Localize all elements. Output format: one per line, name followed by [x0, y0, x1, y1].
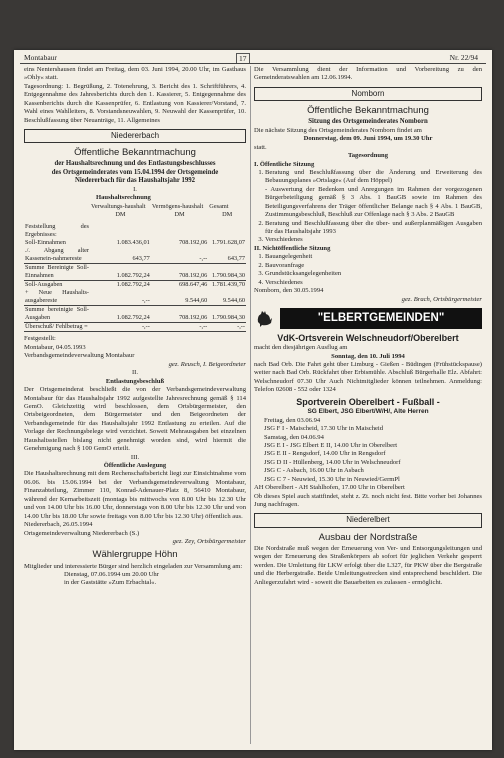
list-item: JSG F I - Maischeid, 17.30 Uhr in Maischeid	[264, 425, 384, 433]
section-heading: Entlastungsbeschluß	[105, 377, 165, 385]
row-label: Summe bereinigte Soll-Ausgaben	[25, 306, 89, 322]
table-row: Summe Bereinigte Soll-Einnahmen 1.082.792,24 708.192,06 1.790.984,30	[25, 264, 245, 280]
row-label: + Neue Haushalts-ausgabereste	[25, 289, 89, 305]
notice-subtitle: Sitzung des Ortsgemeinderates Nomborn	[308, 118, 428, 126]
roman-numeral: I.	[133, 185, 137, 193]
row-label: ./. Abgang alter Kassenein-nahmereste	[25, 247, 89, 263]
vdk-title: VdK-Ortsverein Welschneudorf/Oberelbert	[277, 332, 459, 343]
column-divider	[250, 66, 251, 744]
list-item: 2. Bauvoranfrage	[265, 262, 482, 270]
table-row: ./. Abgang alter Kassenein-nahmereste 643,77 -,-- 643,77	[25, 247, 245, 263]
agenda-heading: Tagesordnung	[347, 152, 389, 160]
paragraph: Die Versammlung dient der Information und Vorbereitung zu den Gemeinderatswahlen am 12.06.1994.	[254, 66, 482, 82]
notice-title: Öffentliche Bekanntmachung	[74, 147, 196, 159]
elbertgemeinden-banner	[254, 308, 482, 329]
sport-subtitle: SG Elbert, JSG Elbert/W/H/, Alte Herren	[307, 408, 429, 416]
notice-subtitle: Niedererbach für das Haushaltsjahr 1992	[74, 177, 196, 185]
table-row: Soll-Ausgaben 1.082.792,24 698.647,46 1.781.439,70	[25, 281, 245, 289]
unit: DM	[222, 210, 233, 218]
list-item: Samstag, den 04.06.94	[264, 433, 324, 441]
budget-table	[24, 203, 246, 333]
section-box-niederelbert: Niederelbert	[254, 513, 482, 527]
list-item: JSG D II - Hüllenberg, 14.00 Uhr in Welschneudorf	[264, 458, 401, 466]
paragraph: Tagesordnung: 1. Begrüßung, 2. Totenehrung, 3. Bericht des 1. Schriftführers, 4. Entgegennahme des Jahresberichts durch den 1. Kassierer, 5. Entgegennahme des Kassenberichts durch die Kassenprüfer, 6. Entlastung von Kassierer/Vorstand, 7. Wahl eines Wahlleiters, 8. Vorstandsneuwahlen, 9. Neuwahl der Kassenprüfer, 10. Beschlußfassung über Neuanträge, 11. Allgemeines	[24, 82, 246, 124]
agenda-private	[254, 253, 482, 287]
list-item: 1. Beratung und Beschlußfassung über die Änderung und Erweiterung des Bebauungsplanes »Ortslage« (Auf dem Höppel) - Auswertung der Bedenken und Anregungen im Rahmen der vorgezogenen Bürgerbeteiligung gemäß § 3 Abs. 1 BauGB sowie im Rahmen des Beteiligungsverfahrens der Träger öffentlicher Belange nach § 4 Abs. 1 BauGB, Zustimmungsbeschluß, Beschluß zur Offenlage nach § 3 Abs. 2 BauGB	[265, 169, 482, 220]
banner-title: "ELBERTGEMEINDEN"	[280, 308, 482, 329]
signature: gez. Brach, Ortsbürgermeister	[401, 295, 482, 303]
notice-subtitle: der Haushaltsrechnung und des Entlastungsbeschlusses	[54, 160, 216, 168]
section-box-niedererbach: Niedererbach	[24, 129, 246, 143]
table-row: + Neue Haushalts-ausgabereste -,-- 9.544,60 9.544,60	[25, 289, 245, 305]
row-label: Summe Bereinigte Soll-Einnahmen	[25, 264, 89, 280]
table-row: Überschuß/ Fehlbetrag = -,-- -,-- -,--	[25, 323, 245, 331]
rooster-icon	[254, 308, 274, 328]
list-item: 1. Bauangelegenheit	[265, 253, 482, 261]
row-label: Soll-Einnahmen	[25, 238, 66, 246]
column-header: Gesamt	[209, 202, 229, 210]
notice-subtitle: des Ortsgemeinderates vom 15.04.1994 der Ortsgemeinde	[51, 168, 219, 176]
list-item: JSG E I - JSG Elbert E II, 14.00 Uhr in Oberelbert	[264, 441, 398, 449]
paragraph: Die Haushaltsrechnung mit dem Rechenschaftsbericht liegt zur Einsichtnahme vom 06.06. bis 15.06.1994 bei der Verbandsgemeindeverwaltung Montabaur, Finanzabteilung, Zimmer 110, Konrad-Adenauer-Platz 8, 56410 Montabaur, während der Kernarbeitszeit (montags bis mittwochs von 8.00 Uhr bis 12.30 Uhr und von 14.00 Uhr bis 16.00 Uhr, donnerstags von 8.00 Uhr bis 12.30 Uhr und von 14.00 Uhr bis 18.00 Uhr sowie freitags von 8.00 Uhr bis 12.30 Uhr) öffentlich aus.	[24, 470, 246, 520]
issue-number: Nr. 22/94	[449, 53, 478, 62]
newspaper-page	[14, 50, 492, 750]
table-row: Summe bereinigte Soll-Ausgaben 1.082.792,24 708.192,06 1.790.984,30	[25, 306, 245, 322]
table-row: Soll-Einnahmen 1.083.436,01 708.192,06 1.791.628,07	[25, 238, 245, 246]
section-heading: Öffentliche Auslegung	[103, 462, 167, 470]
list-item: JSG C - Asbach, 16.00 Uhr in Asbach	[264, 467, 364, 475]
list-item: JSG C 7 - Neuwied, 15.30 Uhr in Neuwied/GermPl	[264, 475, 400, 483]
list-item: Freitag, den 03.06.94	[264, 416, 321, 424]
row-label: Feststellung des Ergebnisses:	[25, 222, 89, 238]
row-label: Soll-Ausgaben	[25, 281, 63, 289]
meeting-date: Donnerstag, dem 09. Juni 1994, um 19.30 Uhr	[303, 135, 433, 143]
agenda-public	[254, 169, 482, 245]
list-item: JSG E II - Rengsdorf, 14.00 Uhr in Rengsdorf	[264, 450, 386, 458]
header-location: Montabaur	[24, 53, 57, 62]
row-label: Überschuß/ Fehlbetrag =	[24, 323, 90, 332]
signature: gez. Reusch, I. Beigeordneter	[168, 360, 246, 368]
paragraph: eins Nentershausen findet am Freitag, dem 03. Juni 1994, 20.00 Uhr, im Gasthaus »Ohly« statt.	[24, 66, 246, 82]
sport-title: Sportverein Oberelbert - Fußball -	[296, 396, 440, 407]
list-item: 3. Grundstücksangelegenheiten	[265, 270, 482, 278]
right-column: Die Versammlung dient der Information und Vorbereitung zu den Gemeinderatswahlen am 12.06.1994. Nomborn Öffentliche Bekanntmachung Sitzung des Ortsgemeinderates Nomborn Die nächste Sitzung des Ortsgemeinderates Nomborn findet am Donnerstag, dem 09. Juni 1994, um 19.30 Uhr statt. Tagesordnung I. Öffentliche Sitzung 1. Beratung und Beschlußfassung über die Änderung und Erweiterung des Bebauungsplanes »Ortslage« (Auf dem Höppel) - Auswertung der Bedenken und Anregungen im Rahmen der vorgezogenen Bürgerbeteiligung gemäß § 3 Abs. 1 BauGB sowie im Rahmen des Beteiligungsverfahrens der Träger öffentlicher Belange nach § 4 Abs. 1 BauGB, Zustimmungsbeschluß, Beschluß zur Offenlage nach § 3 Abs. 2 BauGB 2. Beratung und Beschlußfassung über die über- und außerplanmäßigen Ausgaben für das Haushaltsjahr 1993 3. Verschiedenes II. Nichtöffentliche Sitzung 1. Bauangelegenheit 2. Bauvoranfrage 3. Grundstücksangelegenheiten 4. Verschiedenes Nomborn, den 30.05.1994 gez. Brach, Ortsbürgermeister "ELBERTGEMEINDEN" VdK-Ortsverein Welschneudorf/Oberelbert macht den diesjährigen Ausflug am Sonntag, den 10. Juli 1994 nach Bad Orb. Die Fahrt geht über Limburg - Gießen - Büdingen (Frühstückspause) weiter nach Bad Orb. Rückfahrt über Erbismühle. Abschluß Bürgerhalle Elz. Abfahrt: Welschneudorf 07.30 Uhr Auch Nichtmitglieder können teilnehmen. Anmeldung: Telefon 02608 - 552 oder 1324 Sportverein Oberelbert - Fußball - SG Elbert, JSG Elbert/W/H/, Alte Herren Freitag, den 03.06.94 JSG F I - Maischeid, 17.30 Uhr in Maischeid Samstag, den 04.06.94 JSG E I - JSG Elbert E II, 14.00 Uhr in Oberelbert JSG E II - Rengsdorf, 14.00 Uhr in Rengsdorf JSG D II - Hüllenberg, 14.00 Uhr in Welschneudorf JSG C - Asbach, 16.00 Uhr in Asbach JSG C 7 - Neuwied, 15.30 Uhr in Neuwied/GermPl AH Oberelbert - AH Stahlhofen, 17.00 Uhr in Oberelbert Ob dieses Spiel auch stattfindet, steht z. Zt. noch nicht fest. Bitte vorher bei Johannes Jung nachfragen. Niederelbert Ausbau der Nordstraße Die Nordstraße muß wegen der Erneuerung von Ver- und Entsorgungsleitungen und wegen der Erneuerung des Straßenkörpers ab sofort für jeglichen Verkehr gesperrt werden. Die Umleitung für LKW erfolgt über die L327, für PKW über die Bergstraße und die Herbergstraße. Beide Umleitungsstrecken sind entsprechend beschildert. Die Anliegerzufahrt wird - soweit die Bauarbeiten es zulassen - ermöglicht.	[254, 66, 482, 587]
notice-title: Ausbau der Nordstraße	[318, 531, 418, 543]
wahlergruppe-title: Wählergruppe Höhn	[92, 549, 178, 561]
table-title: Haushaltsrechnung	[96, 194, 151, 202]
game-schedule	[254, 417, 482, 485]
header-rule	[20, 63, 486, 64]
unit: DM	[174, 210, 185, 218]
list-item: 2. Beratung und Beschlußfassung über die über- und außerplanmäßigen Ausgaben für das Haushaltsjahr 1993	[265, 220, 482, 237]
paragraph: Der Ortsgemeinderat beschließt die von der Verbandsgemeindeverwaltung Montabaur für das Haushaltsjahr 1992 aufgestellte Jahresrechnung gemäß § 114 GemO. Gleichzeitig wird beschlossen, dem Ortsbürgermeister, den Ortsbeigeordneten, dem Bürgermeister und den Beigeordneten der Verbandsgemeinde für das Haushaltsjahr 1992 Entlastung zu erteilen. Auf die Vorlage der Rechnungsbelege wird verzichtet. Soweit Mehrausgaben bei einzelnen Haushaltsstellen bislang nicht genehmigt worden sind, wird hiermit die Genehmigung nach § 100 GemO erteilt.	[24, 386, 246, 453]
signature: gez. Zey, Ortsbürgermeister	[172, 537, 246, 545]
section-box-nomborn: Nomborn	[254, 87, 482, 101]
list-item: 4. Verschiedenes	[265, 279, 482, 287]
left-column: eins Nentershausen findet am Freitag, dem 03. Juni 1994, 20.00 Uhr, im Gasthaus »Ohly« statt. Tagesordnung: 1. Begrüßung, 2. Totenehrung, 3. Bericht des 1. Schriftführers, 4. Entgegennahme des Jahresberichts durch den 1. Kassierer, 5. Entgegennahme des Kassenberichts durch die Kassenprüfer, 6. Entlastung von Kassierer/Vorstand, 7. Wahl eines Wahlleiters, 8. Vorstandsneuwahlen, 9. Neuwahl der Kassenprüfer, 10. Beschlußfassung über Neuanträge, 11. Allgemeines Niedererbach Öffentliche Bekanntmachung der Haushaltsrechnung und des Entlastungsbeschlusses des Ortsgemeinderates vom 15.04.1994 der Ortsgemeinde Niedererbach für das Haushaltsjahr 1992 I. Haushaltsrechnung Verwaltungs-haushalt Vermögens-haushalt Gesamt DM DM DM Feststellung des Ergebnisses: Soll-Einnahmen 1.083.436,01 708.192,06 1.791.628,07 ./. Abgang alter Kassenein-nahmereste 643,77 -,-- 643,77 Summe Bereinigte Soll-Einnahmen 1.082.792,24 708.192,06 1.790.984,30 Soll-Ausgaben 1.082.792,24 698.647,46 1.781.439,70 + Neue Haushalts-ausgabereste -,-- 9.544,60 9.544,60 Summe bereinigte Soll-Ausgaben 1.082.792,24 708.192,06 1.790.984,30 Überschuß/ Fehlbetrag = -,-- -,-- -,-- Festgestellt: Montabaur, 04.05.1993 Verbandsgemeindeverwaltung Montabaur gez. Reusch, I. Beigeordneter II. Entlastungsbeschluß Der Ortsgemeinderat beschließt die von der Verbandsgemeindeverwaltung Montabaur für das Haushaltsjahr 1992 aufgestellte Jahresrechnung gemäß § 114 GemO. Gleichzeitig wird beschlossen, dem Ortsbürgermeister, den Ortsbeigeordneten, dem Bürgermeister und den Beigeordneten der Verbandsgemeinde für das Haushaltsjahr 1992 Entlastung zu erteilen. Auf die Vorlage der Rechnungsbelege wird verzichtet. Soweit Mehrausgaben bei einzelnen Haushaltsstellen bislang nicht genehmigt worden sind, wird hiermit die Genehmigung nach § 100 GemO erteilt. III. Öffentliche Auslegung Die Haushaltsrechnung mit dem Rechenschaftsbericht liegt zur Einsichtnahme vom 06.06. bis 15.06.1994 bei der Verbandsgemeindeverwaltung Montabaur, Finanzabteilung, Zimmer 110, Konrad-Adenauer-Platz 8, 56410 Montabaur, während der Kernarbeitszeit (montags bis mittwochs von 8.00 Uhr bis 12.30 Uhr und von 14.00 Uhr bis 16.00 Uhr, donnerstags von 8.00 Uhr bis 12.30 Uhr und von 14.00 Uhr bis 18.00 Uhr sowie freitags von 8.00 Uhr bis 12.30 Uhr) öffentlich aus. Niedererbach, 26.05.1994 Ortsgemeindeverwaltung Niedererbach (S.) gez. Zey, Ortsbürgermeister Wählergruppe Höhn Mitglieder und interessierte Bürger sind herzlich eingeladen zur Versammlung am: Dienstag, 07.06.1994 um 20.00 Uhr in der Gaststätte »Zum Erbachtal«.	[24, 66, 246, 587]
column-header: Vermögens-haushalt	[151, 202, 204, 210]
list-item: 3. Verschiedenes	[265, 236, 482, 244]
paragraph: nach Bad Orb. Die Fahrt geht über Limburg - Gießen - Büdingen (Frühstückspause) weiter nach Bad Orb. Rückfahrt über Erbismühle. Abschluß Bürgerhalle Elz. Abfahrt: Welschneudorf 07.30 Uhr Auch Nichtmitglieder können teilnehmen. Anmeldung: Telefon 02608 - 552 oder 1324	[254, 361, 482, 394]
unit: DM	[115, 210, 126, 218]
notice-title: Öffentliche Bekanntmachung	[307, 105, 429, 117]
column-header: Verwaltungs-haushalt	[91, 202, 146, 210]
paragraph: Die Nordstraße muß wegen der Erneuerung von Ver- und Entsorgungsleitungen und wegen der Erneuerung des Straßenkörpers ab sofort für jeglichen Verkehr gesperrt werden. Die Umleitung für LKW erfolgt über die L327, für PKW über die Bergstraße und die Herbergstraße. Beide Umleitungsstrecken sind entsprechend beschildert. Die Anliegerzufahrt wird - soweit die Bauarbeiten es zulassen - ermöglicht.	[254, 544, 482, 586]
page-number: 17	[236, 53, 250, 64]
paragraph: Mitglieder und interessierte Bürger sind herzlich eingeladen zur Versammlung am:	[24, 562, 243, 570]
